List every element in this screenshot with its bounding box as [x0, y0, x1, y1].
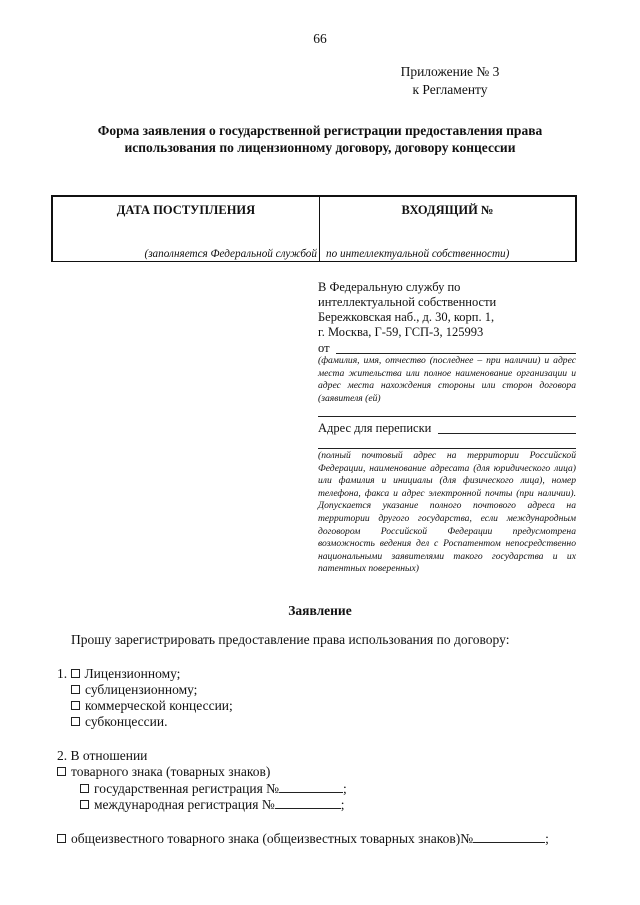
national-registration-checkbox[interactable]: [80, 784, 89, 793]
appendix-reference: к Регламенту: [412, 82, 488, 97]
well-known-trademark-label: общеизвестного товарного знака (общеизвестных товарных знаков)№: [71, 831, 474, 846]
correspondence-input-line[interactable]: [438, 433, 576, 434]
option-sublicense: [71, 682, 197, 698]
page-number: 66: [313, 31, 327, 46]
option-well-known-trademark: [57, 830, 549, 847]
option-subconcession: [71, 714, 167, 730]
international-registration-label: международная регистрация №: [94, 797, 275, 812]
receipt-box: [51, 195, 577, 262]
from-note: (фамилия, имя, отчество (последнее – при наличии) и адрес места жительства или полное наименование организации и адрес места нахождения стороны или сторон договора (заявителя (ей): [318, 355, 576, 404]
sublicense-checkbox[interactable]: [71, 685, 80, 694]
subconcession-label: субконцессии.: [85, 714, 168, 729]
national-registration-semicolon: ;: [343, 781, 347, 796]
sublicense-label: сублицензионному;: [85, 682, 198, 697]
option-international-registration: [80, 796, 344, 813]
commercial-concession-label: коммерческой концессии;: [85, 698, 233, 713]
recipient-line3: Бережковская наб., д. 30, корп. 1,: [318, 310, 495, 324]
international-registration-semicolon: ;: [340, 797, 345, 812]
option-national-registration: [80, 780, 347, 797]
incoming-number-label: ВХОДЯЩИЙ №: [401, 203, 494, 217]
receipt-date-label: ДАТА ПОСТУПЛЕНИЯ: [116, 203, 256, 217]
appendix-number: Приложение № 3: [400, 64, 500, 79]
option-trademark: [57, 764, 270, 780]
form-title-line1: Форма заявления о государственной регистрации предоставления права: [97, 123, 543, 138]
from-extra-line[interactable]: [318, 416, 576, 417]
trademark-label: товарного знака (товарных знаков): [71, 764, 271, 779]
license-checkbox[interactable]: [71, 669, 80, 678]
form-title-line2: использования по лицензионному договору, договору концессии: [124, 140, 516, 155]
license-label: Лицензионному;: [84, 666, 181, 681]
statement-heading: Заявление: [288, 603, 352, 618]
option-commercial-concession: [71, 698, 233, 714]
national-registration-label: государственная регистрация №: [94, 781, 280, 796]
national-registration-field[interactable]: [279, 780, 343, 793]
correspondence-note: (полный почтовый адрес на территории Российской Федерации, наименование адресата (для юридического лица) или фамилия и инициалы (для физического лица), номер телефона, факса и адрес электронной почты (при наличии). Допускается указание полного почтового адреса на территории другого государства, если международным договором Российской Федерации предусмотрена возможность ведения дел с Роспатентом непосредственно национальными заявителями такого государства и их патентных поверенных): [318, 450, 576, 575]
receipt-note-left: (заполняется Федеральной службой: [144, 248, 317, 260]
recipient-line4: г. Москва, Г-59, ГСП-3, 125993: [318, 325, 484, 339]
correspondence-label: Адрес для переписки: [318, 421, 432, 435]
well-known-trademark-checkbox[interactable]: [57, 834, 66, 843]
from-input-line[interactable]: [336, 353, 576, 354]
commercial-concession-checkbox[interactable]: [71, 701, 80, 710]
section1-number: 1.: [57, 666, 68, 681]
international-registration-checkbox[interactable]: [80, 800, 89, 809]
subconcession-checkbox[interactable]: [71, 717, 80, 726]
recipient-line2: интеллектуальной собственности: [318, 295, 497, 309]
well-known-trademark-field[interactable]: [473, 830, 545, 843]
statement-intro: Прошу зарегистрировать предоставление права использования по договору:: [71, 632, 510, 647]
option-license: [57, 666, 180, 682]
section2-heading: 2. В отношении: [57, 748, 148, 763]
recipient-line1: В Федеральную службу по: [318, 280, 461, 294]
well-known-trademark-semicolon: ;: [545, 831, 549, 846]
correspondence-extra-line[interactable]: [318, 448, 576, 449]
international-registration-field[interactable]: [275, 796, 341, 809]
trademark-checkbox[interactable]: [57, 767, 66, 776]
receipt-note-right: по интеллектуальной собственности): [326, 248, 510, 260]
from-label: от: [318, 341, 330, 355]
